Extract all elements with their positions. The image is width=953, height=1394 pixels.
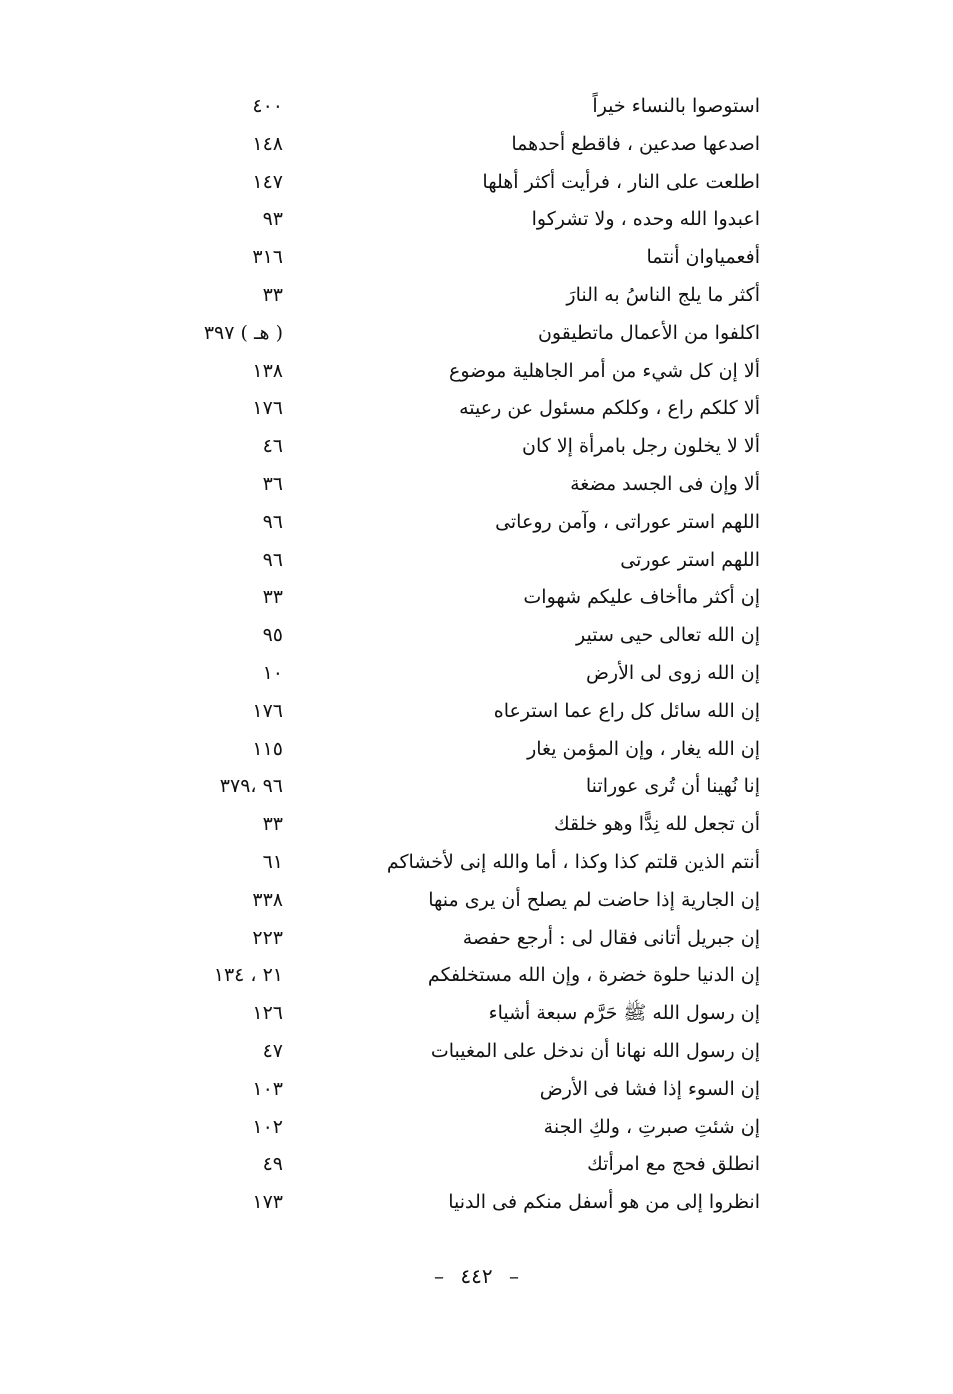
index-entry (150, 957, 770, 995)
index-entry (150, 504, 770, 542)
page-footer (0, 1262, 953, 1290)
index-entry (150, 428, 770, 466)
entry-page-reference: ١٤٨ (252, 132, 283, 155)
entry-hadith-text: إنا نُهينا أن تُرى عوراتنا (585, 775, 760, 798)
entry-hadith-text: اللهم استر عوراتى ، وآمن روعاتى (495, 510, 760, 533)
entry-hadith-text: أن تجعل لله نِدًّا وهو خلقك (553, 813, 760, 836)
entry-hadith-text: اللهم استر عورتى (620, 548, 760, 571)
entry-page-reference: ٣١٦ (252, 246, 283, 269)
entry-page-reference: ١٧٦ (252, 397, 283, 420)
entry-page-reference: ١٠٣ (252, 1077, 283, 1100)
entry-hadith-text: إن الدنيا حلوة خضرة ، وإن الله مستخلفكم (427, 964, 760, 987)
entry-page-reference: ٩٦ (262, 510, 283, 533)
entry-hadith-text: انطلق فحج مع امرأتك (587, 1153, 760, 1176)
entry-page-reference: ( هـ ) ٣٩٧ (203, 321, 283, 344)
entry-hadith-text: اكلفوا من الأعمال ماتطيقون (537, 321, 760, 344)
entry-hadith-text: إن الله يغار ، وإن المؤمن يغار (527, 737, 760, 760)
index-entry (150, 542, 770, 580)
entry-hadith-text: اعبدوا الله وحده ، ولا تشركوا (531, 208, 760, 231)
index-entry (150, 466, 770, 504)
footer-dash-right: – (434, 1264, 445, 1288)
entry-hadith-text: اصدعها صدعين ، فاقطع أحدهما (511, 132, 760, 155)
entry-page-reference: ١٤٧ (252, 170, 283, 193)
index-entry (150, 1146, 770, 1184)
index-entry (150, 88, 770, 126)
entry-hadith-text: إن جبريل أتانى فقال لى : أرجع حفصة (462, 926, 760, 949)
hadith-index-list (150, 88, 770, 1222)
index-entry (150, 239, 770, 277)
entry-hadith-text: إن الجارية إذا حاضت لم يصلح أن يرى منها (428, 888, 760, 911)
index-entry (150, 731, 770, 769)
entry-page-reference: ١٠٢ (252, 1115, 283, 1138)
index-entry (150, 693, 770, 731)
entry-page-reference: ٣٣ (262, 813, 283, 836)
index-entry (150, 844, 770, 882)
entry-hadith-text: إن رسول الله نهانا أن ندخل على المغيبات (430, 1039, 760, 1062)
entry-hadith-text: أكثر ما يلج الناسُ به النارَ (566, 283, 760, 306)
entry-page-reference: ٦١ (262, 850, 283, 873)
entry-page-reference: ٤٠٠ (252, 95, 283, 117)
entry-hadith-text: إن الله زوى لى الأرض (585, 661, 760, 684)
entry-page-reference: ٩٦ (262, 548, 283, 571)
entry-hadith-text: أفعمياوان أنتما (646, 246, 760, 269)
entry-hadith-text: أنتم الذين قلتم كذا وكذا ، أما والله إنى لأخشاكم (386, 850, 760, 873)
entry-hadith-text: ألا لا يخلون رجل بامرأة إلا كان (522, 435, 760, 458)
entry-page-reference: ١٧٣ (252, 1191, 283, 1214)
entry-page-reference: ٩٣ (262, 208, 283, 231)
index-entry (150, 768, 770, 806)
index-entry (150, 1109, 770, 1147)
index-entry (150, 920, 770, 958)
entry-hadith-text: إن السوء إذا فشا فى الأرض (539, 1077, 760, 1100)
index-entry (150, 1033, 770, 1071)
entry-page-reference: ٣٦ (262, 472, 283, 495)
page-number: ٤٤٢ (460, 1264, 493, 1288)
entry-hadith-text: إن شئتِ صبرتِ ، ولكِ الجنة (543, 1115, 760, 1138)
index-entry (150, 353, 770, 391)
index-entry (150, 579, 770, 617)
index-entry (150, 1184, 770, 1222)
index-entry (150, 617, 770, 655)
entry-page-reference: ١١٥ (252, 737, 283, 760)
index-entry (150, 164, 770, 202)
index-entry (150, 806, 770, 844)
entry-hadith-text: إن أكثر ماأخاف عليكم شهوات (523, 586, 760, 609)
entry-hadith-text: انظروا إلى من هو أسفل منكم فى الدنيا (448, 1191, 760, 1214)
index-entry (150, 1071, 770, 1109)
index-entry (150, 655, 770, 693)
index-entry (150, 277, 770, 315)
entry-page-reference: ٩٥ (262, 624, 283, 647)
entry-page-reference: ٢١ ، ١٣٤ (213, 964, 283, 987)
index-entry (150, 390, 770, 428)
entry-page-reference: ١٣٨ (252, 359, 283, 382)
entry-page-reference: ١٠ (262, 661, 283, 684)
index-entry (150, 882, 770, 920)
entry-hadith-text: ألا وإن فى الجسد مضغة (570, 472, 760, 495)
entry-page-reference: ١٧٦ (252, 699, 283, 722)
entry-hadith-text: ألا إن كل شيء من أمر الجاهلية موضوع (449, 359, 760, 382)
entry-page-reference: ٣٣ (262, 283, 283, 306)
entry-hadith-text: إن رسول الله ﷺ حَرَّم سبعة أشياء (488, 1002, 760, 1025)
entry-page-reference: ٣٣ (262, 586, 283, 609)
entry-hadith-text: استوصوا بالنساء خيراً (592, 95, 760, 117)
entry-page-reference: ٤٧ (262, 1039, 283, 1062)
entry-hadith-text: ألا كلكم راع ، وكلكم مسئول عن رعيته (459, 397, 760, 420)
index-entry (150, 995, 770, 1033)
entry-hadith-text: إن الله سائل كل راع عما استرعاه (493, 699, 760, 722)
index-entry (150, 126, 770, 164)
entry-page-reference: ٢٢٣ (252, 926, 283, 949)
entry-page-reference: ١٢٦ (252, 1002, 283, 1025)
index-entry (150, 201, 770, 239)
footer-dash-left: – (508, 1264, 519, 1288)
index-entry (150, 315, 770, 353)
entry-page-reference: ٣٣٨ (252, 888, 283, 911)
entry-page-reference: ٤٩ (262, 1153, 283, 1176)
entry-hadith-text: اطلعت على النار ، فرأيت أكثر أهلها (482, 170, 760, 193)
entry-page-reference: ٩٦ ،٣٧٩ (219, 775, 283, 798)
entry-hadith-text: إن الله تعالى حيى ستير (576, 624, 760, 647)
entry-page-reference: ٤٦ (262, 435, 283, 458)
